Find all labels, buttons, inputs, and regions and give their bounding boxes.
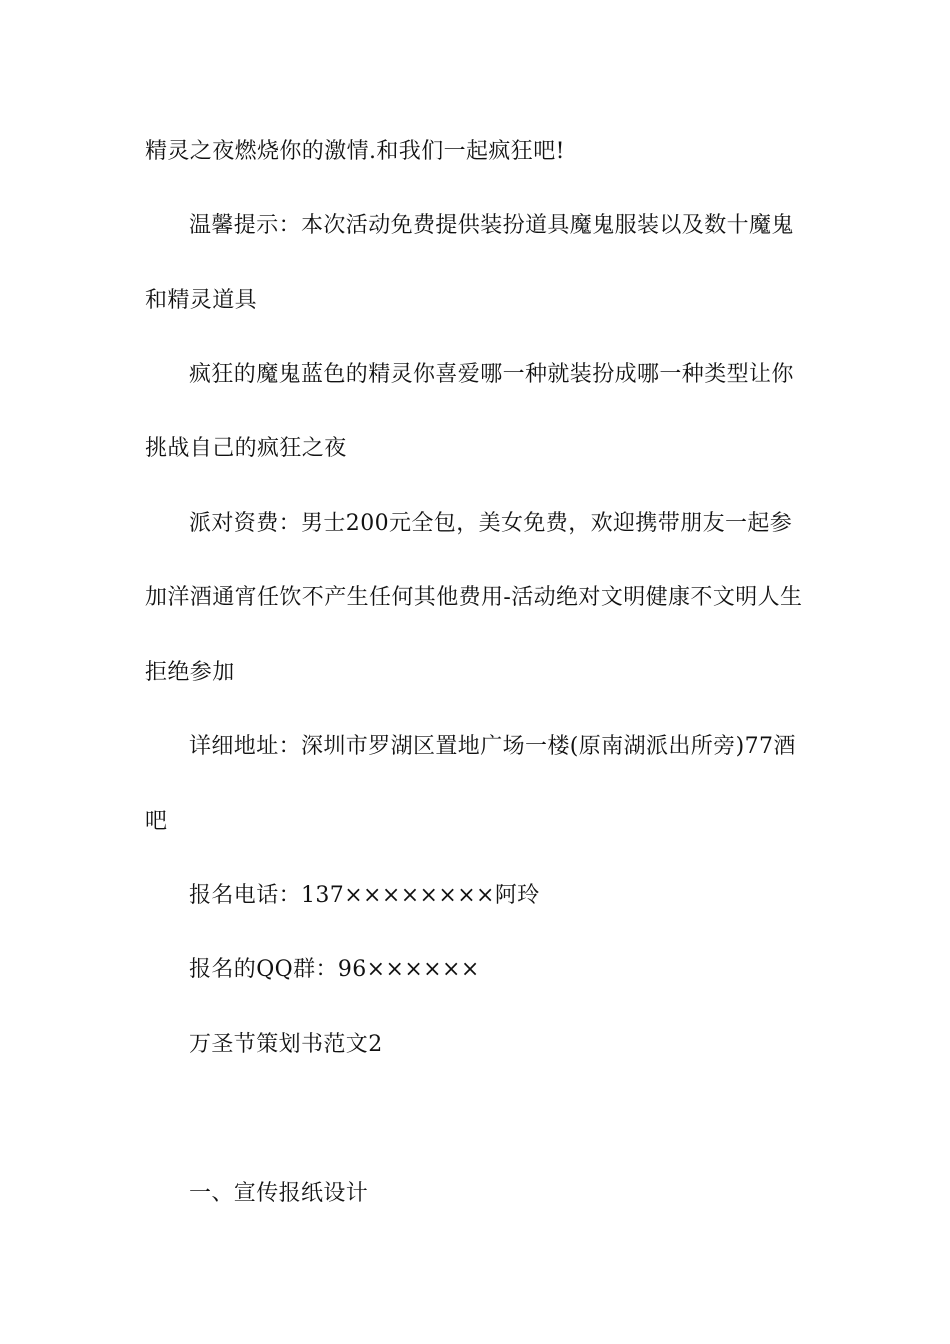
paragraph-line: 拒绝参加	[145, 660, 235, 685]
paragraph-line: 和精灵道具	[145, 288, 258, 313]
paragraph-line: 派对资费：男士200元全包，美女免费，欢迎携带朋友一起参	[189, 511, 793, 536]
paragraph-line: 吧	[145, 809, 168, 834]
paragraph-line: 详细地址：深圳市罗湖区置地广场一楼(原南湖派出所旁)77酒	[189, 734, 796, 759]
paragraph-line: 精灵之夜燃烧你的激情.和我们一起疯狂吧!	[145, 139, 565, 164]
paragraph-line: 挑战自己的疯狂之夜	[145, 436, 347, 461]
paragraph-line: 加洋酒通宵任饮不产生任何其他费用-活动绝对文明健康不文明人生	[145, 585, 803, 610]
paragraph-line: 报名电话：137××××××××阿玲	[189, 883, 540, 908]
paragraph-line: 疯狂的魔鬼蓝色的精灵你喜爱哪一种就装扮成哪一种类型让你	[189, 362, 794, 387]
section-title: 万圣节策划书范文2	[189, 1032, 383, 1057]
paragraph-line: 温馨提示：本次活动免费提供装扮道具魔鬼服装以及数十魔鬼	[189, 213, 794, 238]
paragraph-line: 报名的QQ群：96××××××	[189, 957, 480, 982]
section-heading: 一、宣传报纸设计	[189, 1181, 369, 1206]
